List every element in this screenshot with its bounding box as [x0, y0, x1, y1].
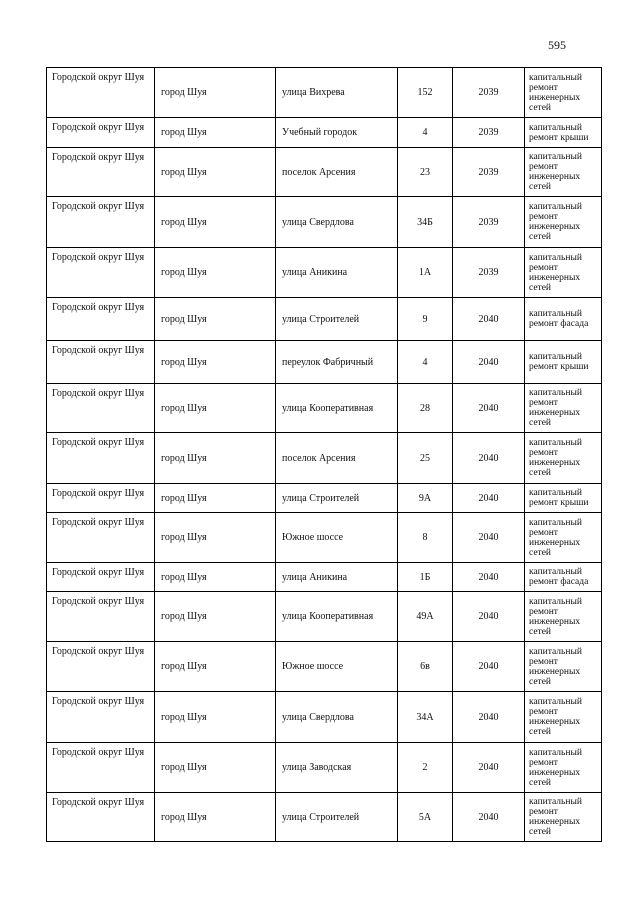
- municipality-cell: Городской округ Шуя: [47, 692, 155, 743]
- municipality-cell: Городской округ Шуя: [47, 484, 155, 513]
- city-cell: город Шуя: [155, 148, 276, 197]
- street-cell: улица Свердлова: [276, 197, 398, 248]
- year-cell: 2039: [453, 248, 525, 298]
- year-cell: 2040: [453, 793, 525, 842]
- year-cell: 2040: [453, 642, 525, 692]
- street-cell: улица Аникина: [276, 248, 398, 298]
- year-cell: 2040: [453, 341, 525, 384]
- work-type-cell: капитальный ремонт фасада: [525, 298, 602, 341]
- municipality-cell: Городской округ Шуя: [47, 298, 155, 341]
- municipality-cell: Городской округ Шуя: [47, 433, 155, 484]
- work-type-cell: капитальный ремонт крыши: [525, 341, 602, 384]
- street-cell: улица Строителей: [276, 484, 398, 513]
- table-row: [47, 384, 602, 433]
- municipality-cell: Городской округ Шуя: [47, 248, 155, 298]
- street-cell: улица Кооперативная: [276, 592, 398, 642]
- house-number-cell: 34Б: [398, 197, 453, 248]
- house-number-cell: 4: [398, 341, 453, 384]
- street-cell: поселок Арсения: [276, 433, 398, 484]
- street-cell: поселок Арсения: [276, 148, 398, 197]
- work-type-cell: капитальный ремонт фасада: [525, 563, 602, 592]
- year-cell: 2040: [453, 433, 525, 484]
- table-row: [47, 513, 602, 563]
- work-type-cell: капитальный ремонт инженерных сетей: [525, 743, 602, 793]
- table-row: [47, 743, 602, 793]
- table-row: [47, 692, 602, 743]
- city-cell: город Шуя: [155, 692, 276, 743]
- municipality-cell: Городской округ Шуя: [47, 592, 155, 642]
- city-cell: город Шуя: [155, 592, 276, 642]
- table-row: [47, 592, 602, 642]
- table-row: [47, 642, 602, 692]
- street-cell: улица Строителей: [276, 298, 398, 341]
- municipality-cell: Городской округ Шуя: [47, 341, 155, 384]
- city-cell: город Шуя: [155, 118, 276, 148]
- house-number-cell: 152: [398, 68, 453, 118]
- city-cell: город Шуя: [155, 248, 276, 298]
- year-cell: 2039: [453, 118, 525, 148]
- municipality-cell: Городской округ Шуя: [47, 563, 155, 592]
- house-number-cell: 23: [398, 148, 453, 197]
- city-cell: город Шуя: [155, 197, 276, 248]
- year-cell: 2040: [453, 298, 525, 341]
- city-cell: город Шуя: [155, 484, 276, 513]
- house-number-cell: 2: [398, 743, 453, 793]
- year-cell: 2040: [453, 513, 525, 563]
- house-number-cell: 5А: [398, 793, 453, 842]
- house-number-cell: 9: [398, 298, 453, 341]
- street-cell: Южное шоссе: [276, 513, 398, 563]
- street-cell: улица Кооперативная: [276, 384, 398, 433]
- house-number-cell: 1Б: [398, 563, 453, 592]
- table-row: [47, 197, 602, 248]
- city-cell: город Шуя: [155, 298, 276, 341]
- house-number-cell: 4: [398, 118, 453, 148]
- work-type-cell: капитальный ремонт инженерных сетей: [525, 513, 602, 563]
- city-cell: город Шуя: [155, 341, 276, 384]
- city-cell: город Шуя: [155, 384, 276, 433]
- street-cell: Учебный городок: [276, 118, 398, 148]
- work-type-cell: капитальный ремонт инженерных сетей: [525, 793, 602, 842]
- municipality-cell: Городской округ Шуя: [47, 197, 155, 248]
- table-row: [47, 148, 602, 197]
- house-number-cell: 9А: [398, 484, 453, 513]
- year-cell: 2040: [453, 484, 525, 513]
- work-type-cell: капитальный ремонт крыши: [525, 118, 602, 148]
- street-cell: улица Заводская: [276, 743, 398, 793]
- street-cell: Южное шоссе: [276, 642, 398, 692]
- work-type-cell: капитальный ремонт инженерных сетей: [525, 248, 602, 298]
- work-type-cell: капитальный ремонт инженерных сетей: [525, 433, 602, 484]
- table-row: [47, 248, 602, 298]
- work-type-cell: капитальный ремонт инженерных сетей: [525, 642, 602, 692]
- work-type-cell: капитальный ремонт инженерных сетей: [525, 384, 602, 433]
- table-row: [47, 341, 602, 384]
- year-cell: 2039: [453, 68, 525, 118]
- municipality-cell: Городской округ Шуя: [47, 743, 155, 793]
- street-cell: улица Аникина: [276, 563, 398, 592]
- work-type-cell: капитальный ремонт инженерных сетей: [525, 197, 602, 248]
- municipality-cell: Городской округ Шуя: [47, 148, 155, 197]
- city-cell: город Шуя: [155, 433, 276, 484]
- municipality-cell: Городской округ Шуя: [47, 793, 155, 842]
- page-number: 595: [548, 38, 566, 52]
- year-cell: 2040: [453, 743, 525, 793]
- municipality-cell: Городской округ Шуя: [47, 642, 155, 692]
- table-row: [47, 68, 602, 118]
- house-number-cell: 6в: [398, 642, 453, 692]
- table-row: [47, 433, 602, 484]
- house-number-cell: 49А: [398, 592, 453, 642]
- house-number-cell: 1А: [398, 248, 453, 298]
- work-type-cell: капитальный ремонт инженерных сетей: [525, 148, 602, 197]
- municipality-cell: Городской округ Шуя: [47, 384, 155, 433]
- house-number-cell: 34А: [398, 692, 453, 743]
- table-row: [47, 563, 602, 592]
- table-body: [47, 68, 602, 842]
- work-type-cell: капитальный ремонт инженерных сетей: [525, 692, 602, 743]
- municipality-cell: Городской округ Шуя: [47, 513, 155, 563]
- table-row: [47, 118, 602, 148]
- city-cell: город Шуя: [155, 642, 276, 692]
- repair-schedule-table: [46, 67, 602, 842]
- city-cell: город Шуя: [155, 793, 276, 842]
- city-cell: город Шуя: [155, 68, 276, 118]
- work-type-cell: капитальный ремонт инженерных сетей: [525, 592, 602, 642]
- table-row: [47, 298, 602, 341]
- year-cell: 2040: [453, 384, 525, 433]
- work-type-cell: капитальный ремонт инженерных сетей: [525, 68, 602, 118]
- house-number-cell: 8: [398, 513, 453, 563]
- municipality-cell: Городской округ Шуя: [47, 68, 155, 118]
- municipality-cell: Городской округ Шуя: [47, 118, 155, 148]
- house-number-cell: 28: [398, 384, 453, 433]
- year-cell: 2040: [453, 692, 525, 743]
- year-cell: 2039: [453, 197, 525, 248]
- table-row: [47, 793, 602, 842]
- street-cell: улица Вихрева: [276, 68, 398, 118]
- house-number-cell: 25: [398, 433, 453, 484]
- street-cell: улица Строителей: [276, 793, 398, 842]
- year-cell: 2039: [453, 148, 525, 197]
- street-cell: переулок Фабричный: [276, 341, 398, 384]
- city-cell: город Шуя: [155, 563, 276, 592]
- year-cell: 2040: [453, 592, 525, 642]
- work-type-cell: капитальный ремонт крыши: [525, 484, 602, 513]
- city-cell: город Шуя: [155, 513, 276, 563]
- street-cell: улица Свердлова: [276, 692, 398, 743]
- city-cell: город Шуя: [155, 743, 276, 793]
- year-cell: 2040: [453, 563, 525, 592]
- table-row: [47, 484, 602, 513]
